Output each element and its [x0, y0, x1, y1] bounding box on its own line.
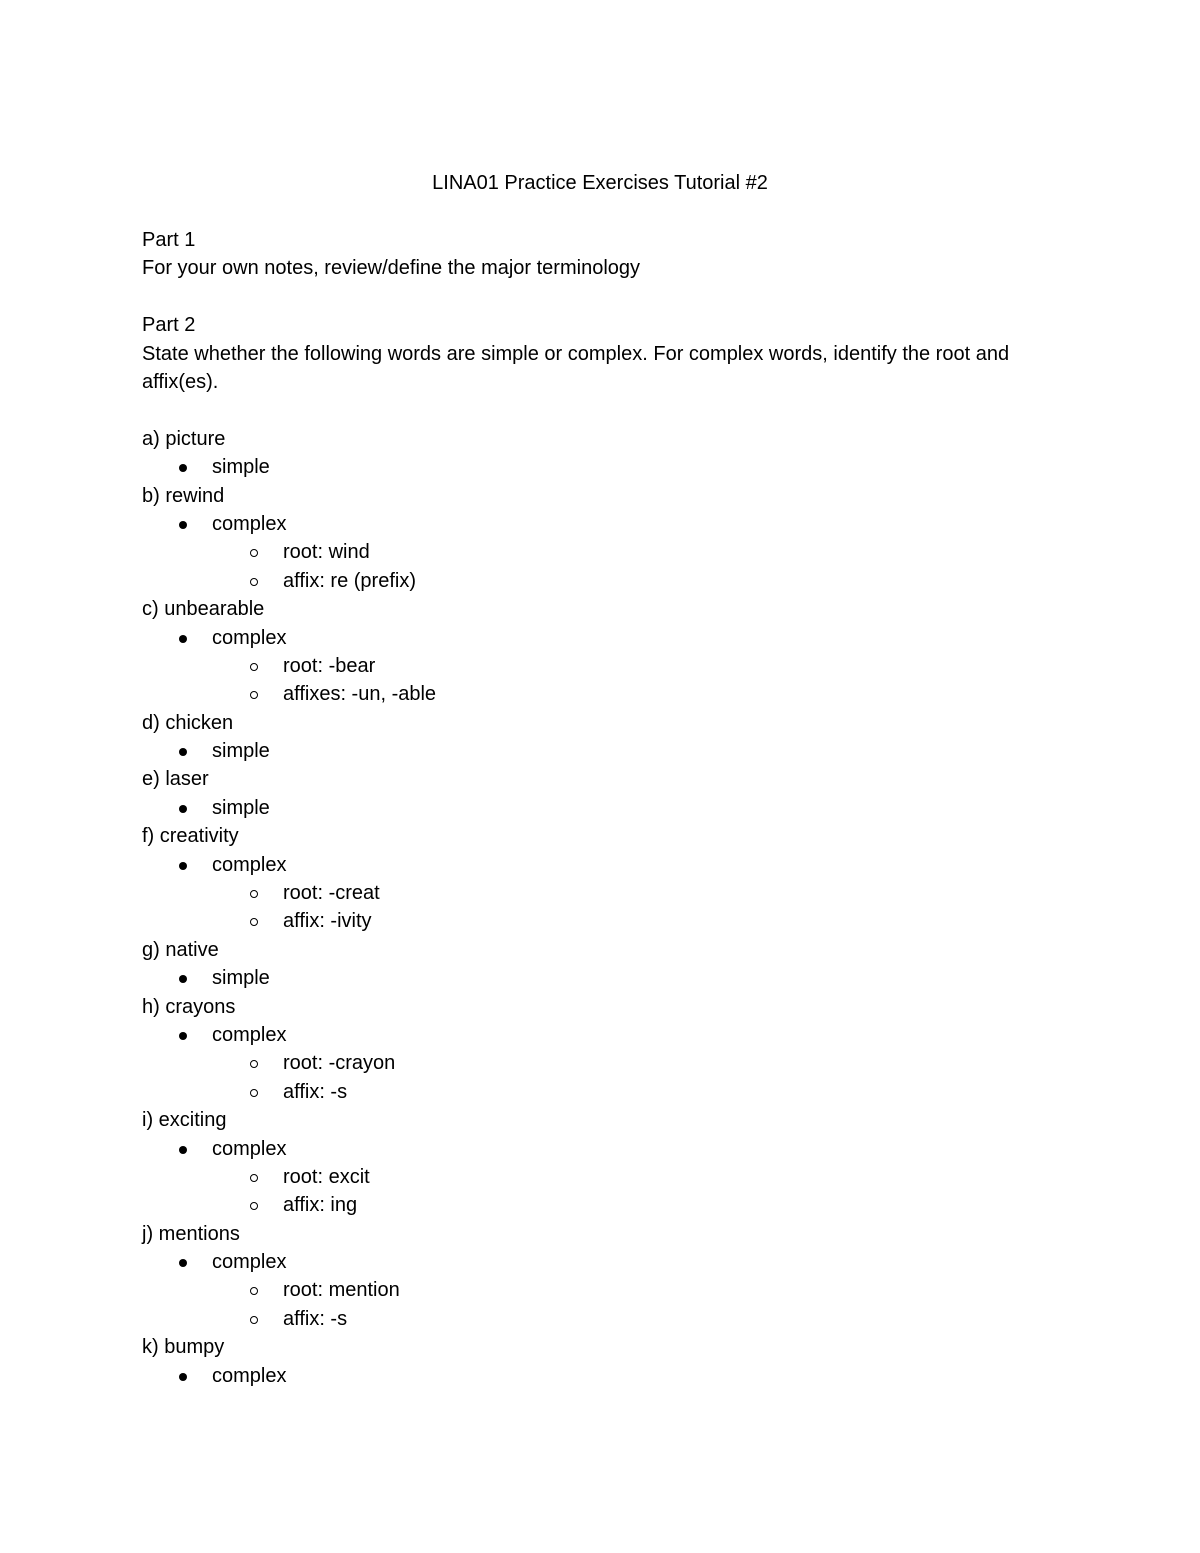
- exercise-item: [142, 595, 1052, 709]
- detail-bullet: [142, 567, 1052, 595]
- exercise-item: [142, 822, 1052, 936]
- answer-bullet: [142, 510, 1052, 538]
- filled-bullet-icon: [179, 1373, 187, 1381]
- answer-bullet: [142, 794, 1052, 822]
- answer-bullet: [142, 1135, 1052, 1163]
- exercise-item: [142, 1333, 1052, 1390]
- exercise-word: e) laser: [142, 768, 209, 791]
- detail-bullet: [142, 652, 1052, 680]
- detail-bullet: [142, 907, 1052, 935]
- detail-text: root: -bear: [283, 654, 376, 677]
- hollow-bullet-icon: [250, 549, 258, 557]
- filled-bullet-icon: [179, 1146, 187, 1154]
- exercise-item: [142, 709, 1052, 766]
- detail-text: root: -crayon: [283, 1052, 396, 1075]
- filled-bullet-icon: [179, 1259, 187, 1267]
- filled-bullet-icon: [179, 748, 187, 756]
- detail-bullet: [142, 538, 1052, 566]
- answer-bullet: [142, 453, 1052, 481]
- hollow-bullet-icon: [250, 691, 258, 699]
- answer-text: complex: [212, 1364, 287, 1387]
- exercise-item: [142, 993, 1052, 1107]
- exercise-item: [142, 1220, 1052, 1334]
- detail-text: affix: -s: [283, 1307, 348, 1330]
- part2-heading: Part 2: [142, 314, 196, 337]
- detail-bullet: [142, 879, 1052, 907]
- answer-text: complex: [212, 626, 287, 649]
- hollow-bullet-icon: [250, 1174, 258, 1182]
- exercise-word: i) exciting: [142, 1109, 227, 1132]
- filled-bullet-icon: [179, 635, 187, 643]
- answer-text: complex: [212, 853, 287, 876]
- exercise-word: c) unbearable: [142, 598, 265, 621]
- answer-text: simple: [212, 796, 270, 819]
- filled-bullet-icon: [179, 464, 187, 472]
- detail-text: affix: -s: [283, 1080, 348, 1103]
- exercise-word: k) bumpy: [142, 1336, 225, 1359]
- filled-bullet-icon: [179, 862, 187, 870]
- answer-bullet: [142, 624, 1052, 652]
- answer-text: complex: [212, 512, 287, 535]
- detail-bullet: [142, 1191, 1052, 1219]
- answer-bullet: [142, 737, 1052, 765]
- filled-bullet-icon: [179, 1032, 187, 1040]
- answer-text: simple: [212, 740, 270, 763]
- answer-text: simple: [212, 456, 270, 479]
- answer-bullet: [142, 1362, 1052, 1390]
- exercise-item: [142, 425, 1052, 482]
- exercise-word: f) creativity: [142, 825, 239, 848]
- filled-bullet-icon: [179, 521, 187, 529]
- hollow-bullet-icon: [250, 1202, 258, 1210]
- answer-text: simple: [212, 967, 270, 990]
- exercise-word: d) chicken: [142, 711, 234, 734]
- exercise-list: [142, 425, 1052, 1390]
- filled-bullet-icon: [179, 975, 187, 983]
- detail-text: root: -creat: [283, 882, 380, 905]
- answer-text: complex: [212, 1251, 287, 1274]
- detail-bullet: [142, 680, 1052, 708]
- answer-bullet: [142, 851, 1052, 879]
- detail-text: root: wind: [283, 541, 370, 564]
- detail-bullet: [142, 1078, 1052, 1106]
- hollow-bullet-icon: [250, 663, 258, 671]
- document-title: LINA01 Practice Exercises Tutorial #2: [432, 172, 768, 194]
- detail-text: affix: re (prefix): [283, 569, 416, 592]
- answer-text: complex: [212, 1023, 287, 1046]
- detail-bullet: [142, 1305, 1052, 1333]
- detail-bullet: [142, 1276, 1052, 1304]
- hollow-bullet-icon: [250, 890, 258, 898]
- hollow-bullet-icon: [250, 1287, 258, 1295]
- detail-text: affix: ing: [283, 1194, 358, 1217]
- exercise-word: b) rewind: [142, 484, 225, 507]
- hollow-bullet-icon: [250, 1089, 258, 1097]
- exercise-word: g) native: [142, 938, 219, 961]
- detail-text: affix: -ivity: [283, 910, 372, 933]
- answer-text: complex: [212, 1137, 287, 1160]
- detail-text: root: mention: [283, 1279, 400, 1302]
- detail-text: root: excit: [283, 1165, 370, 1188]
- detail-text: affixes: -un, -able: [283, 683, 437, 706]
- detail-bullet: [142, 1049, 1052, 1077]
- exercise-word: j) mentions: [142, 1222, 240, 1245]
- exercise-word: h) crayons: [142, 995, 236, 1018]
- hollow-bullet-icon: [250, 578, 258, 586]
- answer-bullet: [142, 1021, 1052, 1049]
- answer-bullet: [142, 1248, 1052, 1276]
- hollow-bullet-icon: [250, 1060, 258, 1068]
- answer-bullet: [142, 964, 1052, 992]
- exercise-item: [142, 936, 1052, 993]
- exercise-item: [142, 1106, 1052, 1220]
- part1-text: For your own notes, review/define the major terminology: [142, 257, 641, 280]
- exercise-item: [142, 765, 1052, 822]
- detail-bullet: [142, 1163, 1052, 1191]
- part1-heading: Part 1: [142, 229, 196, 251]
- part2-instructions: State whether the following words are simple or complex. For complex words, identify the root and affix(es).: [142, 342, 1010, 393]
- hollow-bullet-icon: [250, 1316, 258, 1324]
- spacer: [142, 283, 1052, 311]
- document-body: [142, 226, 1052, 1390]
- hollow-bullet-icon: [250, 918, 258, 926]
- exercise-item: [142, 482, 1052, 596]
- filled-bullet-icon: [179, 805, 187, 813]
- spacer: [142, 396, 1052, 424]
- exercise-word: a) picture: [142, 427, 226, 450]
